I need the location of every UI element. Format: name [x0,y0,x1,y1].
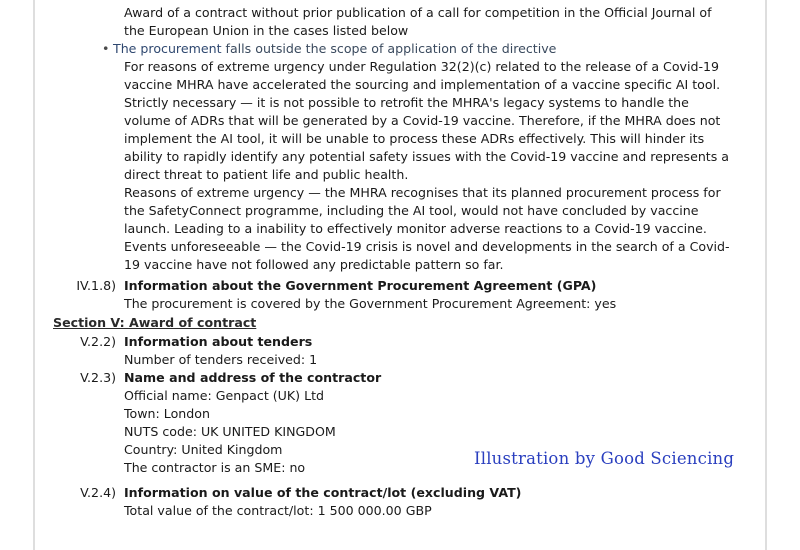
contractor-nuts-code: NUTS code: UK UNITED KINGDOM [124,424,336,439]
award-line-1: Award of a contract without prior publication of a call for competition in the Official Journal of [124,5,712,20]
watermark-credit: Illustration by Good Sciencing [474,449,735,468]
justification-line: the SafetyConnect programme, including the AI tool, would not have concluded by vaccine [124,203,699,218]
justification-line: direct threat to patient life and public health. [124,167,409,182]
justification-line: For reasons of extreme urgency under Regulation 32(2)(c) related to the release of a Covid-19 [124,59,720,74]
justification-line: vaccine MHRA have accelerated the sourcing and implementation of a vaccine specific AI tool. [124,77,721,92]
justification-line: Reasons of extreme urgency — the MHRA recognises that its planned procurement process for [124,185,721,200]
gpa-heading: Information about the Government Procurement Agreement (GPA) [124,278,597,293]
justification-line: Events unforeseeable — the Covid-19 crisis is novel and developments in the search of a Covid- [124,239,730,254]
bullet-icon: • [102,41,110,56]
bullet-rest-text: falls outside the scope of application of the directive [221,41,557,56]
value-heading: Information on value of the contract/lot (excluding VAT) [124,485,522,500]
justification-line: 19 vaccine have not followed any predictable pattern so far. [124,257,504,272]
tenders-heading: Information about tenders [124,334,313,349]
value-number: V.2.4) [80,485,116,500]
tenders-text: Number of tenders received: 1 [124,352,318,367]
justification-line: implement the AI tool, it will be unable to process these ADRs effectively. This will hinder its [124,131,705,146]
justification-line: volume of ADRs that will be generated by a Covid-19 vaccine. Therefore, if the MHRA does not [124,113,721,128]
contractor-number: V.2.3) [80,370,116,385]
value-text: Total value of the contract/lot: 1 500 000.00 GBP [124,503,432,518]
contractor-heading: Name and address of the contractor [124,370,382,385]
section-v-title: Section V: Award of contract [53,315,257,330]
tenders-number: V.2.2) [80,334,116,349]
contractor-sme: The contractor is an SME: no [124,460,306,475]
procurement-link[interactable]: The procurement [113,41,222,56]
justification-line: Strictly necessary — it is not possible to retrofit the MHRA's legacy systems to handle the [124,95,689,110]
justification-line: launch. Leading to a inability to effectively monitor adverse reactions to a Covid-19 vaccine. [124,221,707,236]
justification-line: ability to rapidly identify any potential safety issues with the Covid-19 vaccine and represents a [124,149,730,164]
gpa-number: IV.1.8) [76,278,116,293]
contractor-country: Country: United Kingdom [124,442,283,457]
contractor-official-name: Official name: Genpact (UK) Ltd [124,388,325,403]
award-line-2: the European Union in the cases listed below [124,23,409,38]
gpa-text: The procurement is covered by the Government Procurement Agreement: yes [124,296,617,311]
bullet-item-scope [102,40,557,58]
contractor-town: Town: London [124,406,210,421]
